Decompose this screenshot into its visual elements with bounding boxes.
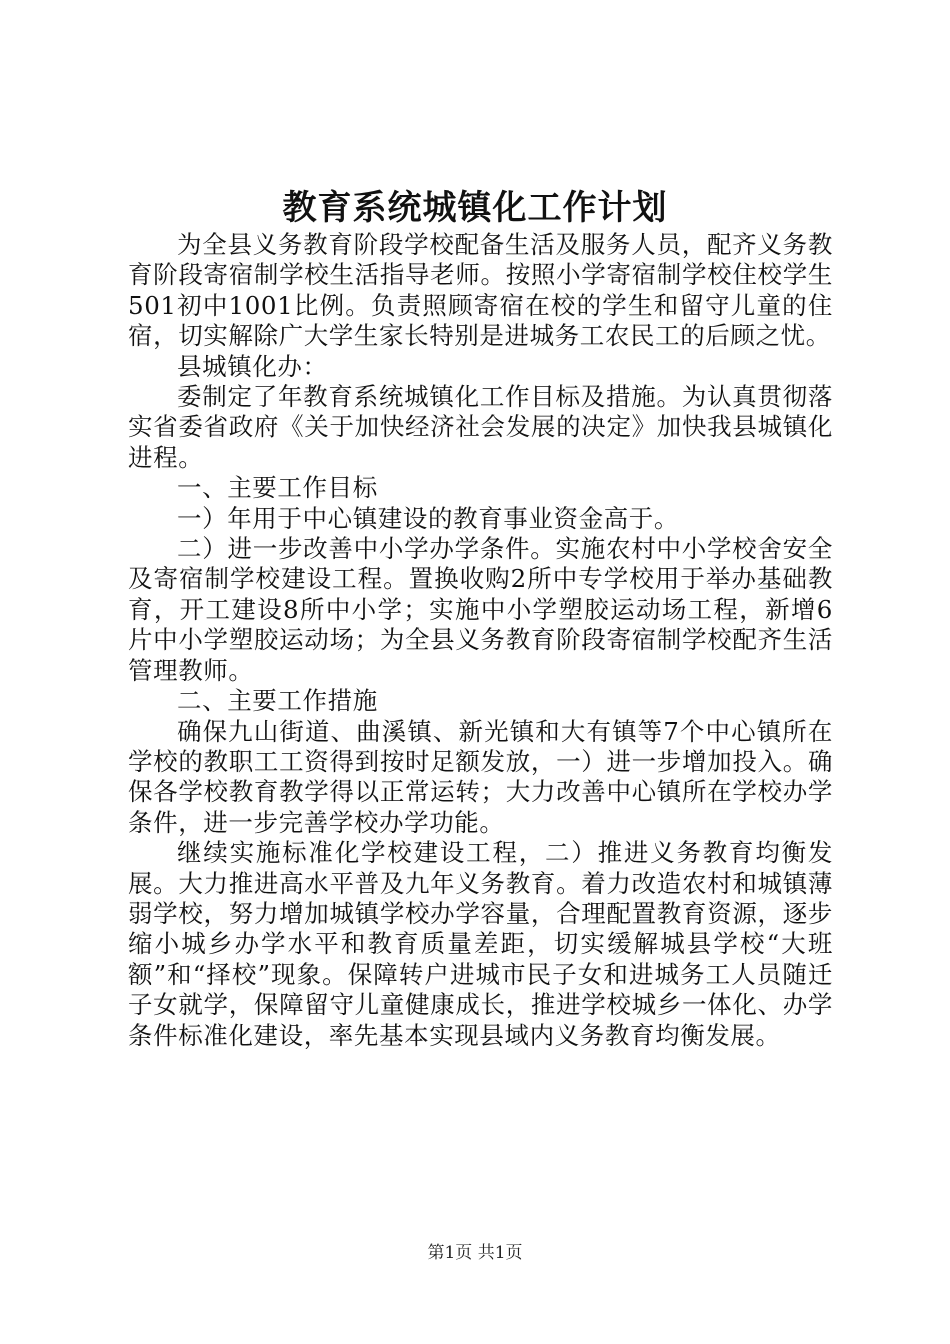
section-heading-measures: 二、主要工作措施 xyxy=(177,686,378,716)
paragraph-addressee: 县城镇化办： xyxy=(177,351,328,381)
paragraph-intro: 为全县义务教育阶段学校配备生活及服务人员，配齐义务教育阶段寄宿制学校生活指导老师。按照小学寄宿制学校住校学生501初中1001比例。负责照顾寄宿在校的学生和留守儿童的住宿，切实解除广大学生家长特别是进城务工农民工的后顾之忧。 xyxy=(128,230,833,351)
paragraph-goal-1: 一）年用于中心镇建设的教育事业资金高于。 xyxy=(177,503,679,533)
section-heading-goals: 一、主要工作目标 xyxy=(177,473,378,503)
paragraph-measure-1: 确保九山街道、曲溪镇、新光镇和大有镇等7个中心镇所在学校的教职工工资得到按时足额发放，一）进一步增加投入。确保各学校教育教学得以正常运转；大力改善中心镇所在学校办学条件，进一步完善学校办学功能。 xyxy=(128,716,833,837)
document-body xyxy=(128,230,833,1051)
document-title: 教育系统城镇化工作计划 xyxy=(282,188,668,228)
paragraph-measure-2: 继续实施标准化学校建设工程，二）推进义务教育均衡发展。大力推进高水平普及九年义务教育。着力改造农村和城镇薄弱学校，努力增加城镇学校办学容量，合理配置教育资源，逐步缩小城乡办学水平和教育质量差距，切实缓解城县学校“大班额”和“择校”现象。保障转户进城市民子女和进城务工人员随迁子女就学，保障留守儿童健康成长，推进学校城乡一体化、办学条件标准化建设，率先基本实现县域内义务教育均衡发展。 xyxy=(128,838,833,1050)
page-number-footer: 第1页 共1页 xyxy=(427,1243,523,1263)
paragraph-background: 委制定了年教育系统城镇化工作目标及措施。为认真贯彻落实省委省政府《关于加快经济社会发展的决定》加快我县城镇化进程。 xyxy=(128,382,833,472)
paragraph-goal-2: 二）进一步改善中小学办学条件。实施农村中小学校舍安全及寄宿制学校建设工程。置换收购2所中专学校用于举办基础教育，开工建设8所中小学；实施中小学塑胶运动场工程，新增6片中小学塑胶运动场；为全县义务教育阶段寄宿制学校配齐生活管理教师。 xyxy=(128,534,833,685)
